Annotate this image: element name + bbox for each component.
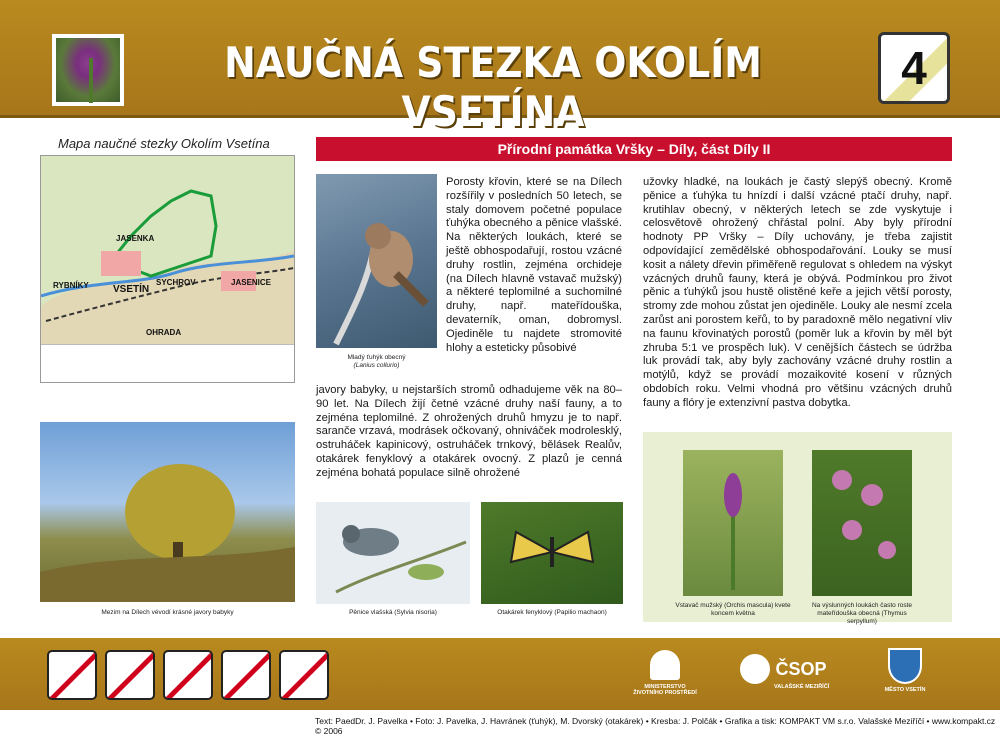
page-title: NAUČNÁ STEZKA OKOLÍM VSETÍNA xyxy=(224,38,762,136)
csop-emblem-icon xyxy=(740,654,770,684)
swallowtail-caption: Otakárek fenyklový (Papilio machaon) xyxy=(497,609,607,616)
csop-logo-subtext: VALAŠSKÉ MEZIŘÍČÍ xyxy=(774,684,830,690)
trail-map xyxy=(40,155,295,383)
csop-logo xyxy=(740,654,850,690)
map-label-rybniky: RYBNÍKY xyxy=(53,281,89,290)
ministry-logo-text: MINISTERSTVO ŽIVOTNÍHO PROSTŘEDÍ xyxy=(633,684,697,696)
warbler-photo xyxy=(316,502,470,604)
no-camping-icon xyxy=(47,650,97,700)
no-dogs-icon xyxy=(279,650,329,700)
no-fire-icon xyxy=(105,650,155,700)
warbler-caption: Pěnice vlašská (Sylvia nisoria) xyxy=(349,609,437,616)
map-label-ohrada: OHRADA xyxy=(146,328,182,337)
text-column-2: užovky hladké, na loukách je častý slepýš obecný. Kromě pěnice a ťuhýka tu hnízdí i další vzácné ptačí druhy, např. krutihlav obecný, v některých letech se zde vyskytuje i celosvětově ohrožený chřástal polní. Aby byly přírodní hodnoty PP Vršky – Díly uchovány, je třeba zajistit odpovídající zemědělské obhospodařování. Louky se musí kosit a nálety dřevin přiměřeně regulovat s ohledem na výskyt vzácných druhů fauny, která je obývá. Podmínkou pro život pěnic a ťuhýků jsou hustě olistěné keře a jejich větší porosty, stromy zde mohou zůstat jen ojediněle. Louky ale nesmí zcela zarůst ani porostem keřů, to by paradoxně mělo negativní vliv na faunu křovinatých porostů (poměr luk a křovin by měl být zhruba 5:1 ve prospěch luk). V cenějších částech se údržba luk provádí tak, aby byly zachovány vzácné druhy rostlin a motýlů, když se provádí mozaikovité kosení v různých obdobích roku. Velmi vhodná pro většinu vzácných druhů fauny a flóry je extenzivní pastva dobytka. xyxy=(643,176,952,409)
town-logo-text: MĚSTO VSETÍN xyxy=(884,687,926,693)
maple-tree-photo xyxy=(40,422,295,602)
credits-line: Text: PaedDr. J. Pavelka • Foto: J. Pavelka, J. Havránek (ťuhýk), M. Dvorský (otakárek) • Kresba: J. Polčák • Grafika a tisk: KOMPAKT VM s.r.o. Valašské Meziříčí • www.kompakt.cz © 2006 xyxy=(0,710,1000,737)
orchid-caption: Vstavač mužský (Orchis mascula) kvete koncem května xyxy=(675,602,791,617)
orchid-thumbnail xyxy=(52,34,124,106)
stop-number: 4 xyxy=(901,42,927,94)
shrike-caption xyxy=(316,354,437,370)
section-banner: Přírodní památka Vršky – Díly, část Díly II xyxy=(316,137,952,161)
no-picking-icon xyxy=(221,650,271,700)
vsetin-town-logo xyxy=(880,648,930,693)
ministry-logo xyxy=(630,650,700,696)
shrike-caption-name: Mladý ťuhýk obecný xyxy=(347,354,406,361)
swallowtail-photo xyxy=(481,502,623,604)
map-label-sychrov: SYCHROV xyxy=(156,278,196,287)
maple-caption: Mezim na Dílech vévodí krásné javory babyky xyxy=(101,609,234,616)
map-drawing xyxy=(41,156,294,344)
map-label-jasenice: JASENICE xyxy=(231,278,272,287)
no-littering-icon xyxy=(163,650,213,700)
map-caption: Mapa naučné stezky Okolím Vsetína xyxy=(58,136,270,151)
map-label-vsetin: VSETÍN xyxy=(113,284,150,295)
text-column-1-bottom: javory babyky, u nejstarších stromů odhadujeme věk na 80–90 let. Na Dílech žijí četné vzácné druhy naší fauny, a to zejména teplomilné. Z ohrožených druhů hmyzu je to např. saranče vrzavá, modrásek očkovaný, ohniváček modrolesklý, ostruháček kapinicový, ostruháček trnkový, bělásek Realův, otakárek fenyklový a otakárek ovocný. Z plazů je cenná zejména bohatá populace silně ohrožené xyxy=(316,384,622,479)
shrike-photo xyxy=(316,174,437,348)
text-column-1-top: Porosty křovin, které se na Dílech rozšířily v posledních 50 letech, se staly domovem početné populace ťuhýka obecného a pěnice vlašské. Na některých loukách, které se ještě obhospodařují, rostou vzácné druhy rostlin, zejména orchideje (na Dílech hlavně vstavač mužský) a některé teplomilné a suchomilné druhy, např. mateřídouška, devaterník, oman, dobromysl. Ojediněle tu najdete stromovité hlohy a esteticky působivé xyxy=(446,176,622,354)
orchid-photo xyxy=(683,450,783,596)
map-label-jasenka: JASENKA xyxy=(116,234,155,243)
stop-number-badge xyxy=(878,32,950,104)
thyme-caption: Na výslunných loukách často roste mateřídouška obecná (Thymus serpyllum) xyxy=(811,602,913,625)
shrike-caption-latin: (Lanius collurio) xyxy=(353,362,400,369)
csop-logo-text: ČSOP xyxy=(775,658,827,679)
town-crest-icon xyxy=(888,648,922,684)
ministry-leaf-icon xyxy=(650,650,680,680)
thyme-photo xyxy=(812,450,912,596)
map-legend xyxy=(41,344,294,382)
